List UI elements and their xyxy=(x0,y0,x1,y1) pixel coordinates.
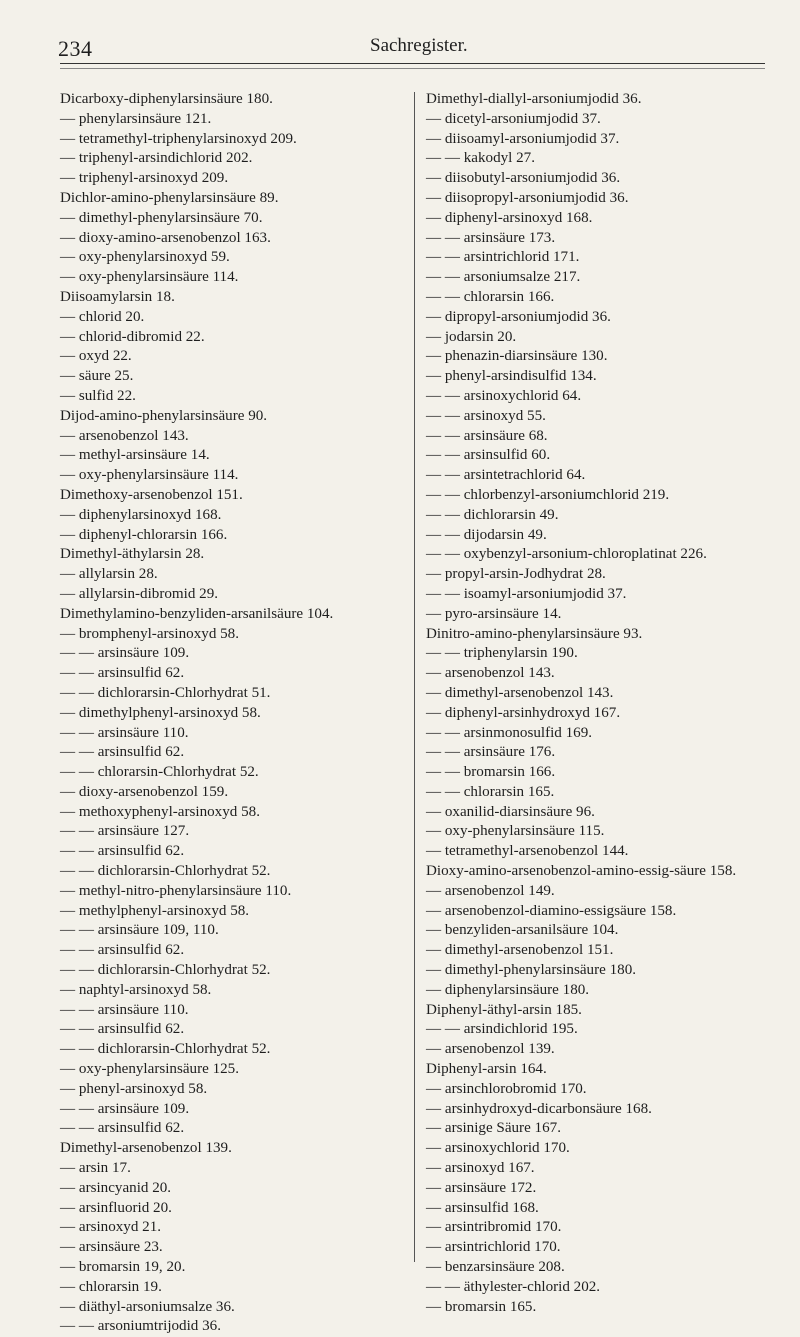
index-entry: — — arsinmonosulfid 169. xyxy=(426,724,593,741)
index-entry: — — bromarsin 166. xyxy=(426,764,556,781)
index-entry: — arsinsulfid 168. xyxy=(426,1199,539,1216)
index-entry: — bromarsin 19, 20. xyxy=(60,1259,186,1276)
index-entry: — diphenyl-arsinhydroxyd 167. xyxy=(426,704,621,721)
index-entry: — arsinige Säure 167. xyxy=(426,1120,561,1137)
index-entry: — — arsinsäure 109. xyxy=(60,645,190,662)
index-entry: — tetramethyl-arsenobenzol 144. xyxy=(426,843,629,860)
index-entry: Diphenyl-arsin 164. xyxy=(426,1061,547,1078)
index-entry: Dimethyl-äthylarsin 28. xyxy=(60,546,205,563)
index-entry: — diäthyl-arsoniumsalze 36. xyxy=(60,1298,235,1315)
index-entry: Dimethyl-diallyl-arsoniumjodid 36. xyxy=(426,91,642,107)
index-entry: — arsinoxyd 21. xyxy=(60,1219,162,1236)
index-entry: — bromphenyl-arsinoxyd 58. xyxy=(60,625,240,642)
index-entry: — — kakodyl 27. xyxy=(426,150,536,167)
index-entry: Dioxy-amino-arsenobenzol-amino-essig-säure 158. xyxy=(426,863,737,880)
index-entry: — — arsinsäure 109. xyxy=(60,1100,190,1117)
index-entry: — arsenobenzol 139. xyxy=(426,1041,555,1058)
index-entry: Dijod-amino-phenylarsinsäure 90. xyxy=(60,407,268,424)
index-entry: — naphtyl-arsinoxyd 58. xyxy=(60,981,212,998)
index-entry: — oxy-phenylarsinoxyd 59. xyxy=(60,249,230,266)
index-entry: — dimethyl-phenylarsinsäure 180. xyxy=(426,962,637,979)
index-entry: — dioxy-amino-arsenobenzol 163. xyxy=(60,229,271,246)
index-entry: — triphenyl-arsinoxyd 209. xyxy=(60,170,229,187)
index-entry: — — arsinsulfid 62. xyxy=(60,1021,185,1038)
index-entry: — phenyl-arsinoxyd 58. xyxy=(60,1080,208,1097)
index-entry: — — dichlorarsin 49. xyxy=(426,506,559,523)
index-entry: — — arsinsäure 68. xyxy=(426,427,548,444)
index-entry: — bromarsin 165. xyxy=(426,1298,537,1315)
header-rule-thin xyxy=(60,68,765,69)
index-entry: — — arsindichlorid 195. xyxy=(426,1021,578,1038)
index-entry: — arsintrichlorid 170. xyxy=(426,1239,561,1256)
index-entry: — arsintribromid 170. xyxy=(426,1219,562,1236)
index-entry: — diphenylarsinsäure 180. xyxy=(426,981,590,998)
index-entry: — — arsinoxychlorid 64. xyxy=(426,387,582,404)
index-entry: — — dichlorarsin-Chlorhydrat 52. xyxy=(60,863,271,880)
index-entry: — methyl-nitro-phenylarsinsäure 110. xyxy=(60,882,292,899)
index-entry: — allylarsin 28. xyxy=(60,566,158,583)
index-entry: — — dichlorarsin-Chlorhydrat 52. xyxy=(60,962,271,979)
index-entry: — — chlorbenzyl-arsoniumchlorid 219. xyxy=(426,486,670,503)
index-entry: — dimethyl-phenylarsinsäure 70. xyxy=(60,209,263,226)
index-entry: Dimethoxy-arsenobenzol 151. xyxy=(60,486,243,503)
index-entry: — arsinsäure 172. xyxy=(426,1179,537,1196)
index-entry: — — dichlorarsin-Chlorhydrat 51. xyxy=(60,684,271,701)
index-column-right xyxy=(426,90,781,1317)
index-entry: — dicetyl-arsoniumjodid 37. xyxy=(426,110,601,127)
index-entry: — oxy-phenylarsinsäure 114. xyxy=(60,269,239,286)
index-entry: — phenylarsinsäure 121. xyxy=(60,110,212,127)
index-entry: — — arsinsulfid 62. xyxy=(60,665,185,682)
index-entry: — — arsintrichlorid 171. xyxy=(426,249,580,266)
index-entry: — methyl-arsinsäure 14. xyxy=(60,447,210,464)
index-entry: — arsenobenzol-diamino-essigsäure 158. xyxy=(426,902,677,919)
index-entry: Diisoamylarsin 18. xyxy=(60,288,175,305)
index-entry: — arsinfluorid 20. xyxy=(60,1199,172,1216)
index-entry: — — arsinsäure 176. xyxy=(426,744,556,761)
index-entry: — arsenobenzol 143. xyxy=(60,427,189,444)
index-entry: — arsenobenzol 143. xyxy=(426,665,555,682)
index-entry: — phenazin-diarsinsäure 130. xyxy=(426,348,608,365)
index-entry: — methoxyphenyl-arsinoxyd 58. xyxy=(60,803,260,820)
index-entry: — säure 25. xyxy=(60,368,134,385)
index-entry: — — triphenylarsin 190. xyxy=(426,645,578,662)
index-entry: — diisopropyl-arsoniumjodid 36. xyxy=(426,189,629,206)
index-entry: — pyro-arsinsäure 14. xyxy=(426,605,562,622)
index-entry: — oxy-phenylarsinsäure 125. xyxy=(60,1061,239,1078)
index-entry: — oxanilid-diarsinsäure 96. xyxy=(426,803,595,820)
index-entry: — oxyd 22. xyxy=(60,348,132,365)
index-entry: — diphenyl-chlorarsin 166. xyxy=(60,526,228,543)
index-entry: — benzarsinsäure 208. xyxy=(426,1259,565,1276)
index-entry: — arsinoxychlorid 170. xyxy=(426,1140,570,1157)
index-entry: — — arsinsulfid 60. xyxy=(426,447,551,464)
index-entry: — — arsinsulfid 62. xyxy=(60,843,185,860)
index-entry: — — isoamyl-arsoniumjodid 37. xyxy=(426,585,627,602)
index-entry: — chlorarsin 19. xyxy=(60,1278,162,1295)
index-entry: — oxy-phenylarsinsäure 115. xyxy=(426,823,605,840)
running-head: Sachregister. xyxy=(370,35,468,56)
index-entry: — chlorid 20. xyxy=(60,308,145,325)
index-entry: — arsenobenzol 149. xyxy=(426,882,555,899)
index-entry: Dimethylamino-benzyliden-arsanilsäure 104. xyxy=(60,605,334,622)
column-divider xyxy=(414,92,415,1262)
index-entry: — — arsinsäure 173. xyxy=(426,229,556,246)
index-entry: — — chlorarsin 165. xyxy=(426,783,555,800)
index-entry: Dimethyl-arsenobenzol 139. xyxy=(60,1140,232,1157)
index-entry: — — arsinsäure 127. xyxy=(60,823,190,840)
index-entry: — sulfid 22. xyxy=(60,387,136,404)
index-entry: — dimethyl-arsenobenzol 151. xyxy=(426,942,614,959)
index-entry: — arsinhydroxyd-dicarbonsäure 168. xyxy=(426,1100,652,1117)
index-entry: — — arsinsäure 110. xyxy=(60,724,189,741)
index-column-left xyxy=(60,90,405,1337)
index-entry: — chlorid-dibromid 22. xyxy=(60,328,205,345)
index-entry: — — arsinsäure 110. xyxy=(60,1001,189,1018)
index-entry: — diisoamyl-arsoniumjodid 37. xyxy=(426,130,620,147)
index-entry: Dinitro-amino-phenylarsinsäure 93. xyxy=(426,625,643,642)
index-entry: — — oxybenzyl-arsonium-chloroplatinat 226. xyxy=(426,546,707,563)
index-entry: — benzyliden-arsanilsäure 104. xyxy=(426,922,619,939)
index-entry: Dichlor-amino-phenylarsinsäure 89. xyxy=(60,189,279,206)
index-entry: — phenyl-arsindisulfid 134. xyxy=(426,368,597,385)
index-entry: — jodarsin 20. xyxy=(426,328,517,345)
index-entry: — triphenyl-arsindichlorid 202. xyxy=(60,150,253,167)
index-entry: — dipropyl-arsoniumjodid 36. xyxy=(426,308,611,325)
index-entry: — diisobutyl-arsoniumjodid 36. xyxy=(426,170,621,187)
index-entry: — arsincyanid 20. xyxy=(60,1179,172,1196)
index-entry: — methylphenyl-arsinoxyd 58. xyxy=(60,902,250,919)
index-entry: — — chlorarsin 166. xyxy=(426,288,555,305)
index-entry: — arsinchlorobromid 170. xyxy=(426,1080,587,1097)
header-rule xyxy=(60,63,765,64)
index-entry: — — arsinsäure 109, 110. xyxy=(60,922,219,939)
index-entry: — allylarsin-dibromid 29. xyxy=(60,585,219,602)
index-entry: — diphenyl-arsinoxyd 168. xyxy=(426,209,593,226)
index-entry: — — arsoniumsalze 217. xyxy=(426,269,581,286)
index-entry: — propyl-arsin-Jodhydrat 28. xyxy=(426,566,606,583)
index-entry: Diphenyl-äthyl-arsin 185. xyxy=(426,1001,582,1018)
index-entry: — — chlorarsin-Chlorhydrat 52. xyxy=(60,764,259,781)
index-entry: — — arsinsulfid 62. xyxy=(60,942,185,959)
index-entry: — — dijodarsin 49. xyxy=(426,526,547,543)
index-entry: — tetramethyl-triphenylarsinoxyd 209. xyxy=(60,130,297,147)
index-entry: — — arsoniumtrijodid 36. xyxy=(60,1318,221,1335)
index-entry: — diphenylarsinoxyd 168. xyxy=(60,506,222,523)
index-entry: — dimethyl-arsenobenzol 143. xyxy=(426,684,614,701)
index-entry: — dioxy-arsenobenzol 159. xyxy=(60,783,229,800)
index-entry: — arsin 17. xyxy=(60,1160,131,1177)
index-entry: — — arsinoxyd 55. xyxy=(426,407,546,424)
index-entry: — — dichlorarsin-Chlorhydrat 52. xyxy=(60,1041,271,1058)
index-entry: — — äthylester-chlorid 202. xyxy=(426,1278,601,1295)
index-entry: Dicarboxy-diphenylarsinsäure 180. xyxy=(60,91,273,107)
page-number: 234 xyxy=(58,36,93,61)
index-entry: — — arsintetrachlorid 64. xyxy=(426,467,586,484)
index-entry: — arsinsäure 23. xyxy=(60,1239,163,1256)
index-entry: — dimethylphenyl-arsinoxyd 58. xyxy=(60,704,261,721)
index-entry: — — arsinsulfid 62. xyxy=(60,1120,185,1137)
index-entry: — — arsinsulfid 62. xyxy=(60,744,185,761)
index-entry: — oxy-phenylarsinsäure 114. xyxy=(60,467,239,484)
index-entry: — arsinoxyd 167. xyxy=(426,1160,535,1177)
